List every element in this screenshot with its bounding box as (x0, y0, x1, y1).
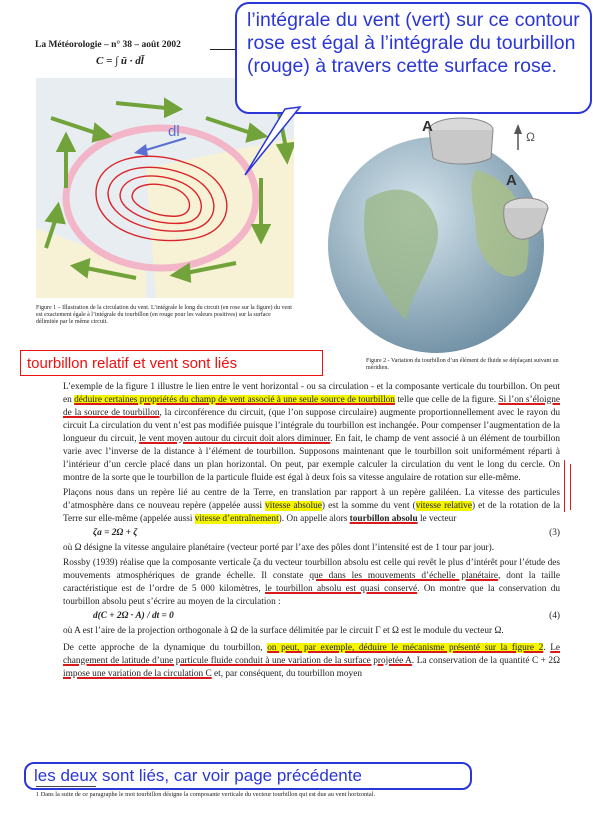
paragraph-4: Rossby (1939) réalise que la composante verticale ζa du vecteur tourbillon absolu est celle qui revêt le plus d’intérêt pour l’étude des mouvements atmosphériques de grande échelle. Il constate que dans les mouvements d’échelle planétaire, dont la taille caractéristique est de l’ordre de 5 000 kilomètres, le tourbillon absolu est quasi conservé. On montre que la conservation du tourbillon absolu peut s’écrire au moyen de la circulation : (63, 558, 561, 607)
red-annotation-box: tourbillon relatif et vent sont liés (20, 350, 323, 376)
figure-1-caption: Figure 1 – Illustration de la circulation du vent. L’intégrale le long du circuit (en rose sur la figure) du vent est exactement égale à l’intégrale du tourbillon (en rouge pour les valeurs positives) sur la surface délimitée par le même circuit. (36, 305, 292, 326)
equation-4: d(C + 2Ω · A) / dt = 0 (4) (93, 611, 560, 621)
margin-mark-2 (570, 464, 571, 510)
paragraph-1: L’exemple de la figure 1 illustre le lien entre le vent horizontal - ou sa circulation - et la composante verticale du tourbillon. On peut en déduire certaines propriétés du champ de vent associé à une seule source de tourbillon telle que celle de la figure. Si l’on s’éloigne de la source de tourbillon, la circonférence du circuit, (que l’on suppose circulaire) augmente proportionnellement avec le rayon du circuit La circulation du vent n’est pas modifiée puisque l’intégrale du tourbillon est inchangée. Pour compenser l’augmentation de la longueur du circuit, le vent moyen autour du circuit doit alors diminuer. En fait, le champ de vent associé à un élément de tourbillon varie avec l’inverse de la distance à l’élément de tourbillon. Supposons maintenant que le tourbillon soit uniformément réparti à l’intérieur d’un cercle placé dans un plan horizontal. On peut, par exemple calculer la circulation du vent le long du cercle. On montre de la sorte que le tourbillon de la particule fluide est égal à deux fois sa vitesse angulaire de rotation sur elle-même. (63, 382, 560, 483)
label-a-right: A (506, 172, 517, 189)
callout-linked-text: les deux sont liés, car voir page précédente (34, 766, 362, 785)
figure-2-globe (326, 110, 566, 360)
paragraph-6: De cette approche de la dynamique du tourbillon, on peut, par exemple, déduire le mécanisme présenté sur la figure 2. Le changement de latitude d’une particule fluide conduit à une variation de la surface projetée A. La conservation de la quantité C + 2Ω impose une variation de la circulation C et, par conséquent, du tourbillon moyen (63, 643, 560, 679)
footnote: 1 Dans la suite de ce paragraphe le mot tourbillon désigne la composante verticale du vecteur tourbillon qui est due au vent horizontal. (36, 791, 376, 798)
equation-3: ζa = 2Ω + ζ (3) (93, 528, 560, 538)
paragraph-2: Plaçons nous dans un repère lié au centre de la Terre, en translation par rapport à un repère galiléen. La vitesse des particules d’atmosphère dans ce nouveau repère (appelée aussi vitesse absolue) est la somme du vent (vitesse relative) et de la rotation de la Terre sur elle-même (appelée aussi vitesse d’entraînement). On appelle alors tourbillon absolu le vecteur (63, 488, 561, 524)
callout-integral-note (235, 2, 592, 114)
figure-2-caption: Figure 2 - Variation du tourbillon d’un élément de fluide se déplaçant suivant un méridien. (366, 358, 559, 372)
journal-header: La Météorologie – n° 38 – août 2002 (35, 40, 181, 50)
globe-illustration (326, 110, 566, 360)
label-omega: Ω (526, 130, 535, 144)
callout-pointer (240, 105, 320, 185)
margin-mark-1 (564, 460, 565, 512)
label-a-left: A (422, 118, 433, 135)
paragraph-3: où Ω désigne la vitesse angulaire planétaire (vecteur porté par l’axe des pôles dont l’intensité est de 1 tour par jour). (63, 543, 495, 553)
paragraph-5: où A est l’aire de la projection orthogonale à Ω de la surface délimitée par le circuit Γ et Ω est le module du vecteur Ω. (63, 626, 504, 636)
dl-label: dl (168, 123, 180, 140)
callout-integral-text: l’intégrale du vent (vert) sur ce contour rose est égal à l’intégrale du tourbillon (rouge) à travers cette surface rose. (247, 9, 580, 77)
circulation-formula: C = ∫ ū · dl̄ (96, 55, 144, 67)
article-body (63, 381, 560, 681)
footnote-rule (36, 786, 96, 787)
